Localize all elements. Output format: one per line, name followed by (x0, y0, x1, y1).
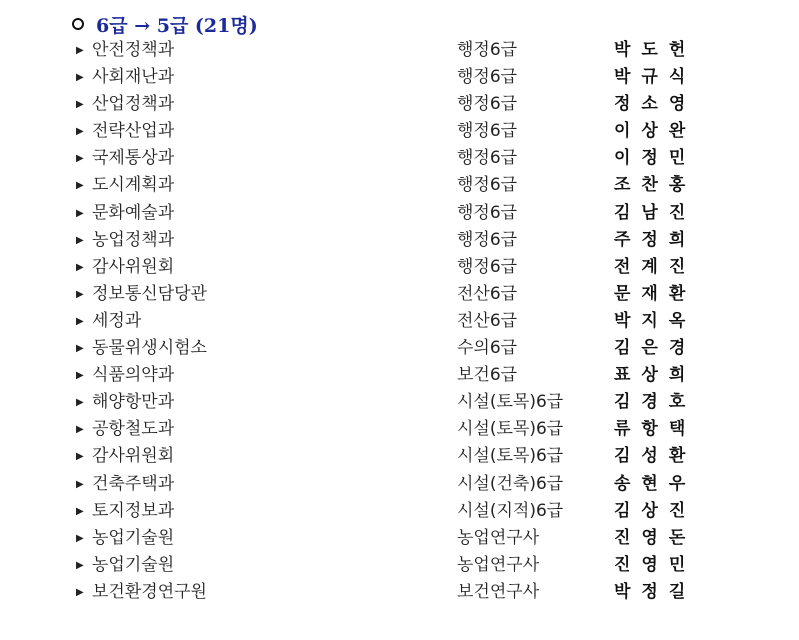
triangle-right-icon: ▶ (76, 261, 84, 273)
department-name: 감사위원회 (92, 446, 175, 467)
person-name: 김은경 (614, 338, 697, 359)
triangle-right-icon: ▶ (76, 505, 84, 517)
person-name: 김경호 (614, 392, 697, 413)
department-name: 국제통상과 (92, 148, 175, 169)
person-name: 진영민 (614, 554, 697, 575)
department-name: 사회재난과 (92, 67, 175, 88)
job-grade: 행정6급 (457, 202, 518, 223)
triangle-right-icon: ▶ (76, 99, 84, 111)
job-grade: 전산6급 (457, 310, 518, 331)
department-name: 보건환경연구원 (92, 581, 207, 602)
department-name: 전략산업과 (92, 121, 175, 142)
person-name: 조찬홍 (614, 175, 697, 196)
person-name: 주정희 (614, 229, 697, 250)
triangle-right-icon: ▶ (76, 370, 84, 382)
department-name: 정보통신담당관 (92, 283, 207, 304)
triangle-right-icon: ▶ (76, 288, 84, 300)
job-grade: 시설(토목)6급 (457, 446, 564, 467)
triangle-right-icon: ▶ (76, 153, 84, 165)
list-item (0, 498, 799, 525)
triangle-right-icon: ▶ (76, 424, 84, 436)
job-grade: 보건6급 (457, 365, 518, 386)
department-name: 동물위생시험소 (92, 338, 207, 359)
job-grade: 행정6급 (457, 40, 518, 60)
person-name: 박정길 (614, 581, 697, 602)
person-name: 김남진 (614, 202, 697, 223)
person-name: 김성환 (614, 446, 697, 467)
person-name: 문재환 (614, 283, 697, 304)
person-name: 류항택 (614, 419, 697, 440)
job-grade: 전산6급 (457, 283, 518, 304)
list-item (0, 579, 799, 606)
job-grade: 시설(토목)6급 (457, 392, 564, 413)
list-item (0, 64, 799, 91)
department-name: 해양항만과 (92, 392, 175, 413)
job-grade: 시설(토목)6급 (457, 419, 564, 440)
department-name: 농업기술원 (92, 527, 175, 548)
job-grade: 행정6급 (457, 121, 518, 142)
list-item (0, 254, 799, 281)
job-grade: 행정6급 (457, 229, 518, 250)
job-grade: 농업연구사 (457, 527, 540, 548)
department-name: 세정과 (92, 310, 142, 331)
job-grade: 보건연구사 (457, 581, 540, 602)
person-name: 표상희 (614, 365, 697, 386)
triangle-right-icon: ▶ (76, 45, 84, 56)
person-name: 박도헌 (614, 40, 697, 60)
department-name: 산업정책과 (92, 94, 175, 115)
list-item (0, 443, 799, 470)
triangle-right-icon: ▶ (76, 234, 84, 246)
department-name: 안전정책과 (92, 40, 175, 60)
section-heading-text: 6급 → 5급 (21명) (96, 14, 258, 37)
triangle-right-icon: ▶ (76, 343, 84, 355)
list-item (0, 362, 799, 389)
list-item (0, 200, 799, 227)
department-name: 농업기술원 (92, 554, 175, 575)
department-name: 식품의약과 (92, 365, 175, 386)
person-name: 박규식 (614, 67, 697, 88)
triangle-right-icon: ▶ (76, 397, 84, 409)
triangle-right-icon: ▶ (76, 180, 84, 192)
triangle-right-icon: ▶ (76, 559, 84, 571)
department-name: 농업정책과 (92, 229, 175, 250)
person-name: 진영돈 (614, 527, 697, 548)
list-item (0, 118, 799, 145)
person-name: 송현우 (614, 473, 697, 494)
list-item (0, 471, 799, 498)
job-grade: 행정6급 (457, 94, 518, 115)
section-heading (72, 11, 258, 37)
department-name: 건축주택과 (92, 473, 175, 494)
job-grade: 행정6급 (457, 67, 518, 88)
job-grade: 행정6급 (457, 148, 518, 169)
list-item (0, 416, 799, 443)
triangle-right-icon: ▶ (76, 72, 84, 84)
triangle-right-icon: ▶ (76, 126, 84, 138)
triangle-right-icon: ▶ (76, 451, 84, 463)
person-name: 이상완 (614, 121, 697, 142)
job-grade: 시설(건축)6급 (457, 473, 564, 494)
person-name: 이정민 (614, 148, 697, 169)
department-name: 토지정보과 (92, 500, 175, 521)
list-item (0, 281, 799, 308)
department-name: 도시계획과 (92, 175, 175, 196)
job-grade: 행정6급 (457, 175, 518, 196)
list-item (0, 525, 799, 552)
person-name: 박지옥 (614, 310, 697, 331)
triangle-right-icon: ▶ (76, 207, 84, 219)
job-grade: 행정6급 (457, 256, 518, 277)
person-name: 전계진 (614, 256, 697, 277)
list-item (0, 145, 799, 172)
job-grade: 농업연구사 (457, 554, 540, 575)
triangle-right-icon: ▶ (76, 478, 84, 490)
list-item (0, 172, 799, 199)
list-item (0, 335, 799, 362)
list-item (0, 37, 799, 64)
hollow-circle-icon (72, 18, 84, 30)
department-name: 문화예술과 (92, 202, 175, 223)
department-name: 감사위원회 (92, 256, 175, 277)
list-item (0, 389, 799, 416)
list-item (0, 227, 799, 254)
triangle-right-icon: ▶ (76, 315, 84, 327)
list-item (0, 308, 799, 335)
department-name: 공항철도과 (92, 419, 175, 440)
person-name: 정소영 (614, 94, 697, 115)
list-item (0, 91, 799, 118)
promotion-list (0, 37, 799, 606)
job-grade: 시설(지적)6급 (457, 500, 564, 521)
list-item (0, 552, 799, 579)
triangle-right-icon: ▶ (76, 532, 84, 544)
triangle-right-icon: ▶ (76, 586, 84, 598)
person-name: 김상진 (614, 500, 697, 521)
job-grade: 수의6급 (457, 338, 518, 359)
